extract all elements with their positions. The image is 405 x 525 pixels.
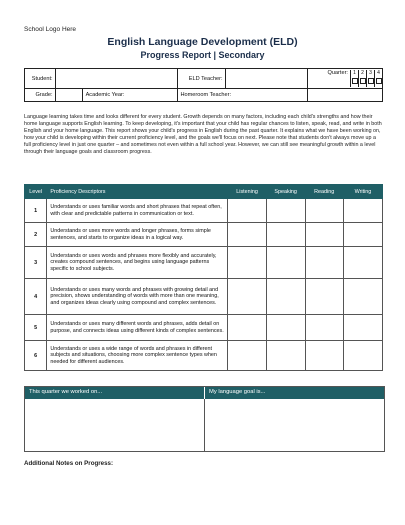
school-logo-placeholder: School Logo Here: [24, 26, 77, 33]
goals-box: [24, 386, 385, 452]
homeroom-cell: [178, 89, 307, 102]
listening-cell[interactable]: [228, 199, 267, 223]
level-descriptor: Understands or uses many different words and phrases, adds detail on purpose, and connects ideas using different kinds of complex sentences.: [47, 315, 228, 341]
language-goal-label: My language goal is...: [209, 389, 266, 395]
level-number: 3: [25, 247, 47, 279]
quarter-1-checkbox[interactable]: 1: [350, 70, 358, 87]
table-row: [25, 315, 383, 341]
descriptors-header: Proficiency Descriptors: [47, 185, 228, 199]
level-descriptor: Understands or uses familiar words and short phrases that repeat often, with clear and predictable patterns in communication or text.: [47, 199, 228, 223]
reading-cell[interactable]: [305, 199, 343, 223]
speaking-header: Speaking: [266, 185, 305, 199]
academic-year-cell: [55, 89, 178, 102]
level-header: Level: [25, 185, 47, 199]
reading-cell[interactable]: [305, 247, 343, 279]
level-descriptor: Understands or uses more words and longer phrases, forms simple sentences, and starts to organize ideas in a logical way.: [47, 223, 228, 247]
speaking-cell[interactable]: [266, 247, 305, 279]
student-label: Student:: [25, 69, 56, 89]
grade-label: Grade:: [25, 89, 56, 102]
student-info-table: [24, 68, 383, 102]
quarter-2-checkbox[interactable]: 2: [358, 70, 366, 87]
level-number: 6: [25, 341, 47, 371]
speaking-cell[interactable]: [266, 315, 305, 341]
reading-header: Reading: [305, 185, 343, 199]
level-number: 4: [25, 279, 47, 315]
table-row: [25, 247, 383, 279]
writing-cell[interactable]: [343, 315, 382, 341]
proficiency-header-row: [25, 185, 383, 199]
listening-header: Listening: [228, 185, 267, 199]
homeroom-teacher-label: Homeroom Teacher:: [180, 92, 232, 98]
level-number: 1: [25, 199, 47, 223]
listening-cell[interactable]: [228, 279, 267, 315]
speaking-cell[interactable]: [266, 223, 305, 247]
speaking-cell[interactable]: [266, 199, 305, 223]
info-empty-cell: [307, 89, 382, 102]
table-row: [25, 223, 383, 247]
academic-year-field[interactable]: [124, 89, 177, 101]
speaking-cell[interactable]: [266, 341, 305, 371]
quarter-4-checkbox[interactable]: 4: [374, 70, 382, 87]
additional-notes-label: Additional Notes on Progress:: [24, 460, 114, 467]
homeroom-teacher-field[interactable]: [231, 89, 307, 101]
reading-cell[interactable]: [305, 279, 343, 315]
writing-cell[interactable]: [343, 279, 382, 315]
level-number: 2: [25, 223, 47, 247]
worked-on-field[interactable]: [25, 399, 205, 451]
academic-year-label: Academic Year:: [85, 92, 125, 98]
grade-field[interactable]: [56, 89, 83, 101]
listening-cell[interactable]: [228, 247, 267, 279]
listening-cell[interactable]: [228, 223, 267, 247]
level-descriptor: Understands or uses words and phrases more flexibly and accurately, creates compound sentences, and begins using language patterns specific to school subjects.: [47, 247, 228, 279]
listening-cell[interactable]: [228, 341, 267, 371]
eld-teacher-label: ELD Teacher:: [178, 69, 225, 89]
writing-cell[interactable]: [343, 247, 382, 279]
level-descriptor: Understands or uses many words and phrases with growing detail and precision, shows understanding of words with more than one meaning, and organizes ideas clearly using compound and complex sentences.: [47, 279, 228, 315]
eld-teacher-field[interactable]: [225, 69, 307, 89]
writing-cell[interactable]: [343, 223, 382, 247]
table-row: [25, 279, 383, 315]
goals-header: [25, 387, 384, 399]
level-descriptor: Understands or uses a wide range of words and phrases in different subjects and situations, choosing more complex sentence types when needed for different audiences.: [47, 341, 228, 371]
speaking-cell[interactable]: [266, 279, 305, 315]
writing-cell[interactable]: [343, 341, 382, 371]
level-number: 5: [25, 315, 47, 341]
reading-cell[interactable]: [305, 315, 343, 341]
table-row: [25, 341, 383, 371]
worked-on-label: This quarter we worked on...: [25, 387, 205, 399]
quarter-3-checkbox[interactable]: 3: [366, 70, 374, 87]
quarter-cell: [307, 69, 382, 89]
quarter-label: Quarter:: [327, 70, 348, 76]
student-field[interactable]: [55, 69, 178, 89]
table-row: [25, 199, 383, 223]
writing-cell[interactable]: [343, 199, 382, 223]
intro-paragraph: Language learning takes time and looks different for every student. Growth depends on many factors, including each child's strengths and how their home language supports English learning. To keep developing, it's important that your child has regular chances to listen, speak, read, and write in both English and your home language. This report shows your child's progress in English during the past quarter. It explains what we have been working on, how your child is developing within their current proficiency level, and the goals we'll focus on next. Please note that students don't always move up a full proficiency level in just one quarter – and sometimes not even within a full school year. However, we can still see meaningful growth within a level through their language goals and classroom progress.: [24, 114, 382, 155]
reading-cell[interactable]: [305, 223, 343, 247]
reading-cell[interactable]: [305, 341, 343, 371]
writing-header: Writing: [343, 185, 382, 199]
proficiency-table: [24, 184, 383, 371]
report-title: English Language Development (ELD): [107, 36, 298, 48]
language-goal-field[interactable]: [205, 399, 384, 451]
listening-cell[interactable]: [228, 315, 267, 341]
report-subtitle: Progress Report | Secondary: [140, 50, 265, 60]
goals-body: [25, 399, 384, 451]
